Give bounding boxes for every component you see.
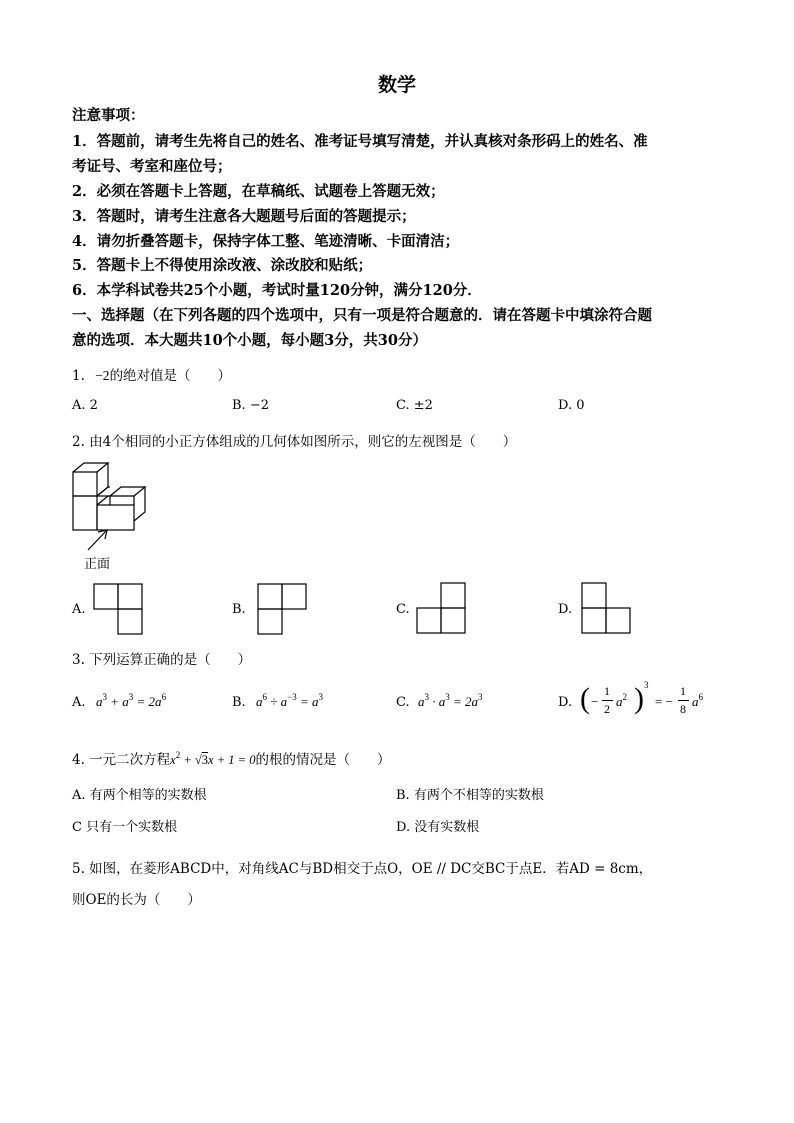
option-d: D. 没有实数根 <box>396 820 480 835</box>
option-c: C. ±2 <box>396 398 433 413</box>
front-label: 正面 <box>84 556 111 571</box>
equation: $x^2 + √3x + 1 = 0$ <box>170 750 256 767</box>
option-d-view <box>582 583 634 635</box>
option-c-view <box>417 583 469 635</box>
option-c: C 只有一个实数根 <box>72 820 178 835</box>
question-number: 1. <box>72 368 85 384</box>
notice-item: 5．答题卡上不得使用涂改液、涂改胶和贴纸； <box>72 257 373 274</box>
option-a: A. 2 <box>72 398 98 413</box>
option-a: A. <box>72 602 86 617</box>
option-b: B. −2 <box>232 398 269 413</box>
question-2-stem: 2. 由4个相同的小正方体组成的几何体如图所示，则它的左视图是（ ） <box>72 434 517 450</box>
notice-item: 2．必须在答题卡上答题，在草稿纸、试题卷上答题无效； <box>72 183 445 200</box>
question-5-line1: 5. 如图，在菱形ABCD中，对角线AC与BD相交于点O，OE // DC交BC于点E．若AD = 8cm， <box>72 861 653 877</box>
notice-item: 考证号、考室和座位号； <box>72 158 232 175</box>
option-b: B. <box>232 602 246 617</box>
page-title: 数学 <box>377 74 416 96</box>
notice-item: 3．答题时，请考生注意各大题题号后面的答题提示； <box>72 208 416 225</box>
question-1-stem <box>72 364 231 384</box>
notice-item: 4．请勿折叠答题卡，保持字体工整、笔迹清晰、卡面清洁； <box>72 233 460 250</box>
notice-item: 1．答题前，请考生先将自己的姓名、准考证号填写清楚，并认真核对条形码上的姓名、准 <box>72 133 648 150</box>
math-expression: −2 <box>95 368 110 383</box>
option-b: B. <box>232 695 246 710</box>
question-text: 的根的情况是（ ） <box>255 752 391 768</box>
notice-item: 6．本学科试卷共25个小题，考试时量120分钟，满分120分． <box>72 282 482 299</box>
option-c: C. <box>396 602 410 617</box>
question-text: 4. 一元二次方程 <box>72 752 171 768</box>
option-b-expression: $a^6 \div a^{-3} = a^3$ <box>256 692 323 709</box>
option-a-expression: $a^3 + a^3 = 2a^6$ <box>96 692 167 709</box>
option-a-view <box>94 584 144 636</box>
option-b-view <box>258 584 308 636</box>
section-heading: 意的选项．本大题共10个小题，每小题3分，共30分） <box>72 332 427 349</box>
section-heading: 一、选择题（在下列各题的四个选项中，只有一项是符合题意的．请在答题卡中填涂符合题 <box>72 307 652 324</box>
option-a: A. 有两个相等的实数根 <box>72 788 207 803</box>
question-text: 的绝对值是（ ） <box>109 368 232 384</box>
question-5-line2: 则OE的长为（ ） <box>72 892 201 908</box>
option-d: D. <box>558 695 573 710</box>
notice-heading: 注意事项： <box>72 107 145 124</box>
option-d: D. <box>558 602 573 617</box>
option-c-expression: $a^3 \cdot a^3 = 2a^3$ <box>418 692 483 709</box>
question-4-stem <box>72 748 390 768</box>
option-b: B. 有两个不相等的实数根 <box>396 788 544 803</box>
question-3-stem: 3. 下列运算正确的是（ ） <box>72 652 252 668</box>
option-a: A. <box>72 695 86 710</box>
option-c: C. <box>396 695 410 710</box>
option-d: D. 0 <box>558 398 585 413</box>
